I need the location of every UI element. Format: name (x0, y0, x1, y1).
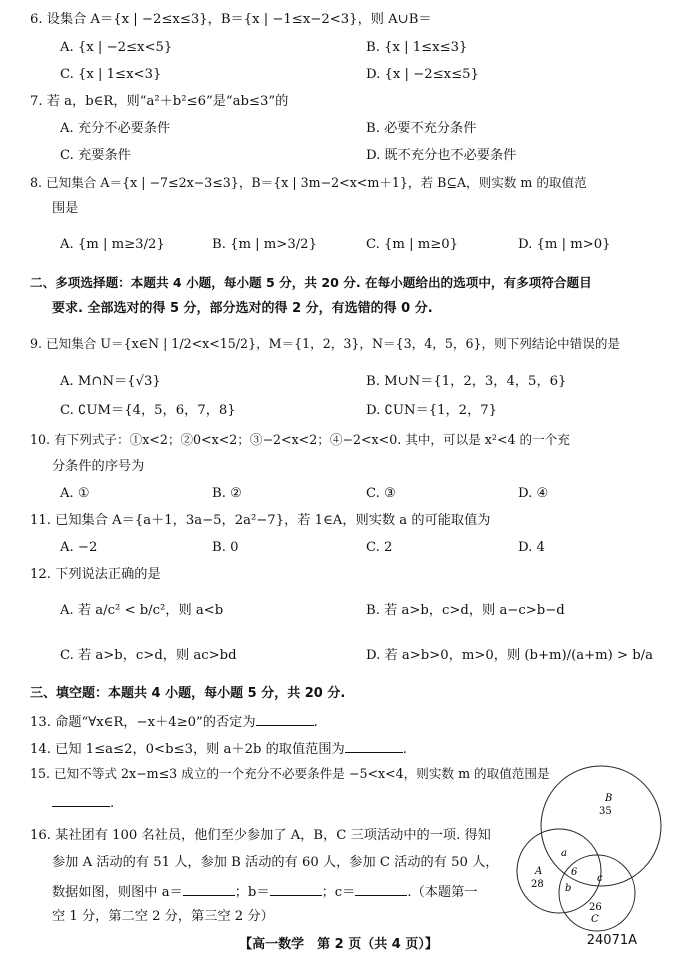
section2-heading-line2: 要求. 全部选对的得 5 分，部分选对的得 2 分，有选错的得 0 分. (52, 301, 433, 316)
venn-label-c-region: c (597, 873, 603, 884)
q15-answer-line (52, 793, 114, 812)
q12-option-d: D. 若 a>b>0，m>0，则 (b+m)/(a+m) > b/a (366, 648, 653, 663)
q6-option-b: B. {x | 1≤x≤3} (366, 40, 468, 55)
q6-stem: 6. 设集合 A＝{x | −2≤x≤3}，B＝{x | −1≤x−2<3}，则 A∪B＝ (30, 12, 432, 27)
q14 (30, 739, 407, 758)
venn-value-c: 26 (589, 902, 602, 913)
q15-stem: 15. 已知不等式 2x−m≤3 成立的一个充分不必要条件是 −5<x<4，则实数 m 的取值范围是 (30, 766, 550, 781)
q13-text: 13. 命题“∀x∈R，−x＋4≥0”的否定为 (30, 715, 256, 730)
q16-b-blank[interactable] (270, 882, 322, 896)
q14-period: . (402, 742, 407, 757)
section3-heading: 三、填空题：本题共 4 小题，每小题 5 分，共 20 分. (30, 686, 346, 701)
q9-option-b: B. M∪N＝{1，2，3，4，5，6} (366, 374, 567, 389)
q9-stem: 9. 已知集合 U＝{x∈N | 1/2<x<15/2}，M＝{1，2，3}，N＝{3，4，5，6}，则下列结论中错误的是 (30, 336, 621, 351)
page-footer: 【高一数学 第 2 页（共 4 页）】 (239, 937, 438, 952)
q10-option-b: B. ② (212, 486, 242, 501)
q6-option-a: A. {x | −2≤x<5} (60, 40, 173, 55)
q7-option-a: A. 充分不必要条件 (60, 121, 171, 136)
q11-option-d: D. 4 (518, 540, 545, 555)
venn-value-a: 28 (531, 879, 544, 890)
q7-option-c: C. 充要条件 (60, 148, 131, 163)
q16-note: .（本题第一 (407, 885, 478, 900)
q12-option-c: C. 若 a>b，c>d，则 ac>bd (60, 648, 237, 663)
q11-option-c: C. 2 (366, 540, 393, 555)
q10-stem-line1: 10. 有下列式子：①x<2；②0<x<2；③−2<x<2；④−2<x<0. 其中，可以是 x²<4 的一个充 (30, 432, 570, 447)
q10-option-d: D. ④ (518, 486, 549, 501)
q11-option-b: B. 0 (212, 540, 239, 555)
q8-option-d: D. {m | m>0} (518, 237, 611, 252)
q8-option-b: B. {m | m>3/2} (212, 237, 317, 252)
q6-option-c: C. {x | 1≤x<3} (60, 67, 162, 82)
q10-option-a: A. ① (60, 486, 90, 501)
q16-c-label: ；c＝ (321, 885, 356, 900)
q7-option-b: B. 必要不充分条件 (366, 121, 477, 136)
q13 (30, 712, 318, 731)
q12-stem: 12. 下列说法正确的是 (30, 567, 161, 582)
venn-label-b-region: b (565, 883, 572, 894)
q16-line4: 空 1 分，第二空 2 分，第三空 2 分） (52, 909, 274, 924)
q7-option-d: D. 既不充分也不必要条件 (366, 148, 517, 163)
q16-line2: 参加 A 活动的有 51 人，参加 B 活动的有 60 人，参加 C 活动的有 50 人， (52, 855, 499, 870)
q9-option-c: C. ∁UM＝{4，5，6，7，8} (60, 403, 236, 418)
venn-label-a: A (535, 866, 543, 877)
q16-c-blank[interactable] (355, 882, 407, 896)
q15-period: . (110, 796, 115, 811)
q10-stem-line2: 分条件的序号为 (52, 459, 145, 474)
q13-period: . (313, 715, 318, 730)
q8-option-c: C. {m | m≥0} (366, 237, 459, 252)
q9-option-a: A. M∩N＝{√3} (60, 374, 161, 389)
section2-heading-line1: 二、多项选择题：本题共 4 小题，每小题 5 分，共 20 分. 在每小题给出的选项中，有多项符合题目 (30, 275, 592, 290)
q10-option-c: C. ③ (366, 486, 396, 501)
q11-stem: 11. 已知集合 A＝{a＋1，3a−5，2a²−7}，若 1∈A，则实数 a 的可能取值为 (30, 513, 491, 528)
q13-answer-blank[interactable] (256, 712, 314, 726)
q16-line1: 16. 某社团有 100 名社员，他们至少参加了 A，B，C 三项活动中的一项. 得知 (30, 828, 491, 843)
q11-option-a: A. −2 (60, 540, 98, 555)
venn-label-a-region: a (561, 848, 567, 859)
q12-option-a: A. 若 a/c² < b/c²，则 a<b (60, 603, 224, 618)
venn-value-b: 35 (599, 806, 612, 817)
q14-answer-blank[interactable] (345, 739, 403, 753)
q7-stem: 7. 若 a，b∈R，则“a²＋b²≤6”是“ab≤3”的 (30, 94, 289, 109)
q8-stem-line2: 围是 (52, 201, 79, 216)
q9-option-d: D. ∁UN＝{1，2，7} (366, 403, 498, 418)
q16-a-label: 数据如图，则图中 a＝ (52, 885, 183, 900)
q8-option-a: A. {m | m≥3/2} (60, 237, 165, 252)
exam-code: 24071A (586, 933, 637, 948)
venn-label-c: C (591, 914, 599, 925)
venn-diagram (509, 763, 669, 935)
q16-line3 (52, 882, 477, 901)
q16-a-blank[interactable] (183, 882, 235, 896)
q12-option-b: B. 若 a>b，c>d，则 a−c>b−d (366, 603, 565, 618)
q16-b-label: ；b＝ (234, 885, 270, 900)
q6-option-d: D. {x | −2≤x≤5} (366, 67, 479, 82)
venn-label-6: 6 (571, 867, 578, 878)
q8-stem-line1: 8. 已知集合 A＝{x | −7≤2x−3≤3}，B＝{x | 3m−2<x<m＋1}，若 B⊆A，则实数 m 的取值范 (30, 175, 587, 190)
venn-label-b: B (605, 793, 613, 804)
q15-answer-blank[interactable] (52, 793, 110, 807)
q14-text: 14. 已知 1≤a≤2，0<b≤3，则 a＋2b 的取值范围为 (30, 742, 345, 757)
